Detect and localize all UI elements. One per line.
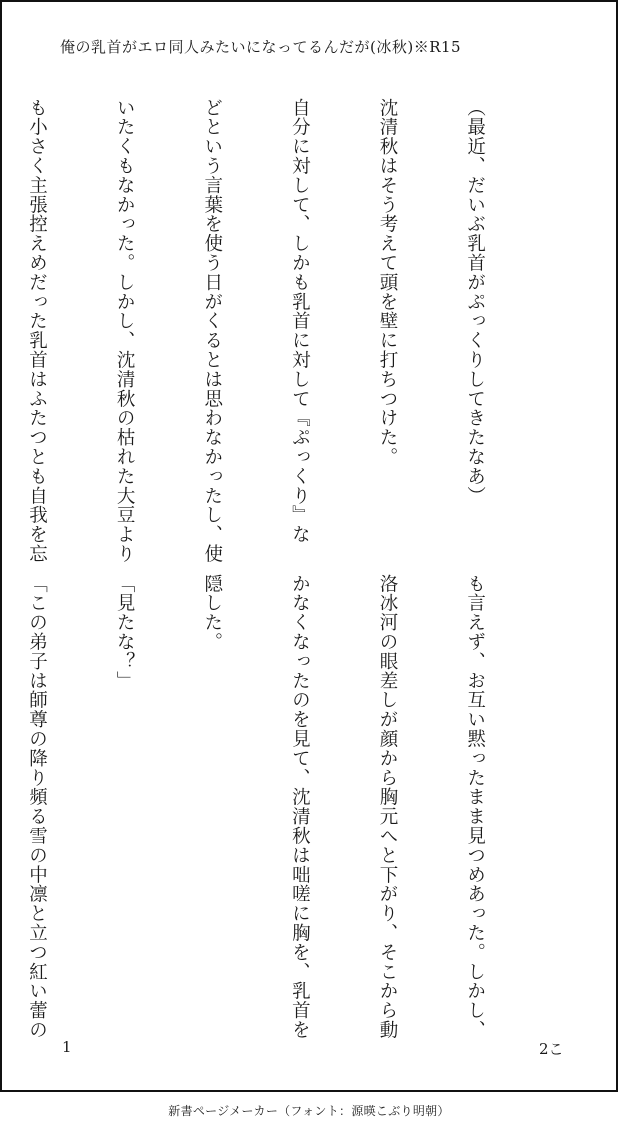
text-line: 沈清秋はそう考えて頭を壁に打ちつけた。 bbox=[376, 98, 398, 467]
page-number-right: 2こ bbox=[539, 1040, 564, 1058]
text-line: いたくもなかった。しかし、沈清秋の枯れた大豆より bbox=[114, 98, 136, 564]
text-line: （最近、だいぶ乳首がぷっくりしてきたなあ） bbox=[464, 98, 486, 506]
text-line: 「この弟子は師尊の降り頻る雪の中凛と立つ紅い蕾の bbox=[26, 574, 48, 1040]
page-title: 俺の乳首がエロ同人みたいになってるんだが(冰秋)※R15 bbox=[60, 38, 462, 56]
text-line: どという言葉を使う日がくるとは思わなかったし、使 bbox=[201, 98, 223, 564]
text-line: 「見たな？」 bbox=[114, 574, 136, 691]
page-number-left: 1 bbox=[62, 1038, 72, 1056]
text-line: 自分に対して、しかも乳首に対して『ぷっくり』な bbox=[289, 98, 311, 545]
text-line: かなくなったのを見て、沈清秋は咄嗟に胸を、乳首を bbox=[289, 574, 311, 1040]
text-line: も小さく主張控えめだった乳首はふたつとも自我を忘 bbox=[26, 98, 48, 564]
upper-text-block bbox=[0, 98, 548, 564]
footer-credit: 新書ページメーカー（フォント：源暎こぶり明朝） bbox=[168, 1104, 450, 1118]
lower-text-block bbox=[0, 574, 548, 1040]
text-line: 洛冰河の眼差しが顔から胸元へと下がり、そこから動 bbox=[376, 574, 398, 1040]
text-line: 隠した。 bbox=[201, 574, 223, 652]
text-line: も言えず、お互い黙ったまま見つめあった。しかし、 bbox=[464, 574, 486, 1040]
